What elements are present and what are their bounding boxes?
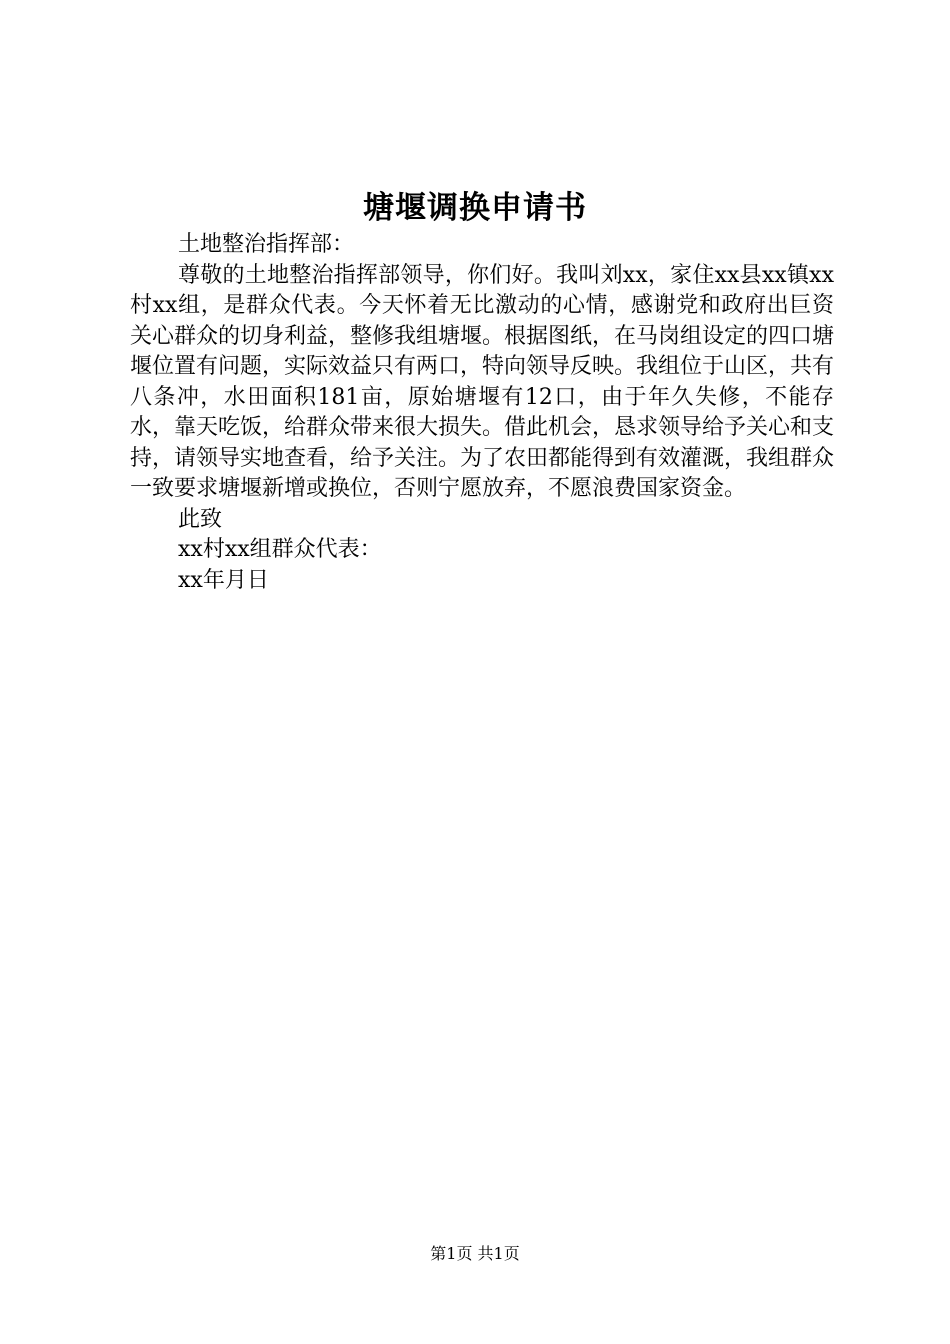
document-body [130,230,834,596]
closing: 此致 [178,506,223,532]
document-title: 塘堰调换申请书 [363,190,587,226]
salutation: 土地整治指挥部： [178,232,355,257]
body-paragraph: 尊敬的土地整治指挥部领导，你们好。我叫刘xx，家住xx县xx镇xx村xx组，是群众代表。今天怀着无比激动的心情，感谢党和政府出巨资关心群众的切身利益，整修我组塘堰。根据图纸，在马岗组设定的四口塘堰位置有问题，实际效益只有两口，特向领导反映。我组位于山区，共有八条冲，水田面积181亩，原始塘堰有12口，由于年久失修，不能存水，靠天吃饭，给群众带来很大损失。借此机会，恳求领导给予关心和支持，请领导实地查看，给予关注。为了农田都能得到有效灌溉，我组群众一致要求塘堰新增或换位，否则宁愿放弃，不愿浪费国家资金。 [130,262,835,501]
date-line: xx年月日 [178,567,269,593]
signature: xx村xx组群众代表： [178,537,382,562]
page-footer: 第1页 共1页 [430,1244,520,1263]
